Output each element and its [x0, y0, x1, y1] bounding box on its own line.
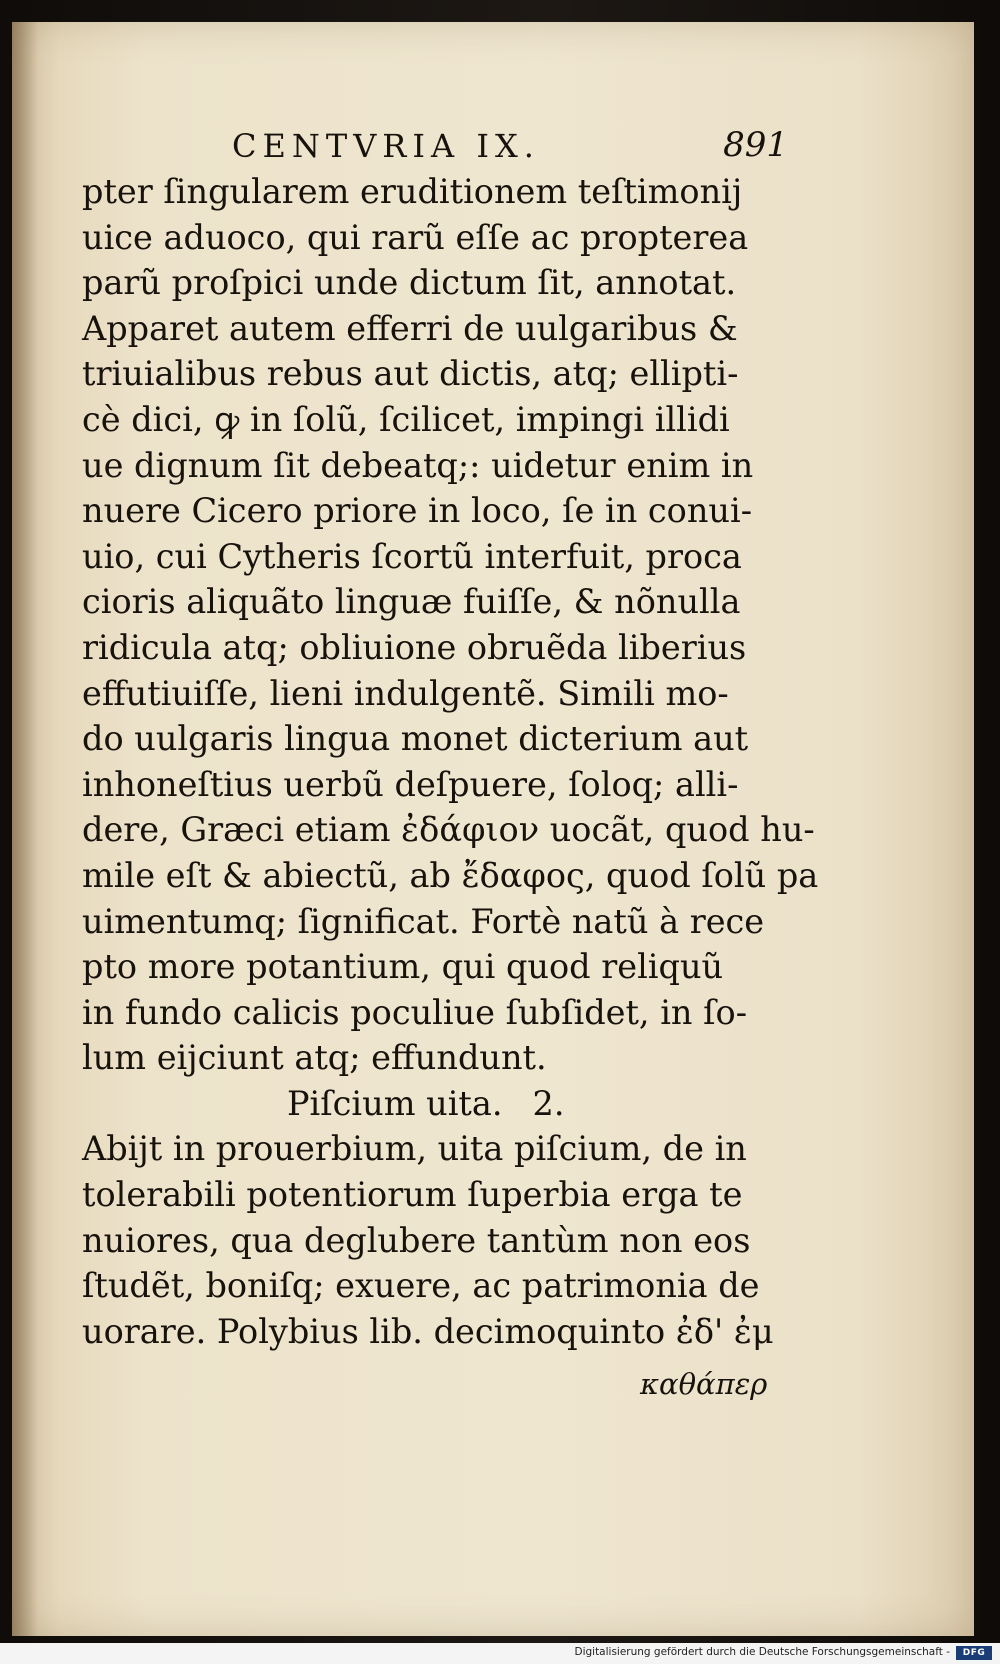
running-head	[82, 117, 788, 169]
text-line: do uulgaris lingua monet dicterium aut	[82, 719, 749, 759]
footer-credit-text: Digitalisierung gefördert durch die Deutsche Forschungsgemeinschaft -	[574, 1646, 950, 1658]
text-line: ue dignum ſit debeatq;: uidetur enim in	[82, 445, 754, 485]
text-line: cioris aliquãto linguæ fuiſſe, & nõnulla	[82, 582, 741, 622]
text-line: nuere Cicero priore in loco, ſe in conui-	[82, 491, 753, 531]
text-line: nuiores, qua deglubere tantùm non eos	[82, 1220, 751, 1260]
page-gutter-shadow	[12, 22, 38, 1636]
text-line: Apparet autem efferri de uulgaribus &	[82, 308, 738, 348]
text-line: mile eſt & abiectũ, ab ἔδαφος, quod ſolũ pa	[82, 855, 819, 895]
text-line: dere, Græci etiam ἐδάφιον uocãt, quod hu-	[82, 810, 815, 850]
catchword: καθάπερ	[640, 1367, 768, 1402]
section-heading	[82, 1081, 782, 1127]
text-line: ſtudẽt, boniſq; exuere, ac patrimonia de	[82, 1266, 760, 1306]
dfg-logo: DFG	[956, 1646, 992, 1660]
text-line: pto more potantium, qui quod reliquũ	[82, 947, 724, 987]
text-line: lum eijciunt atq; effundunt.	[82, 1038, 547, 1078]
digitization-footer	[0, 1643, 1000, 1664]
text-line: uorare. Polybius lib. decimoquinto ἐδ' ἐμ	[82, 1311, 774, 1351]
section-heading-number: 2.	[532, 1083, 565, 1123]
section-heading-title: Piſcium uita.	[287, 1083, 503, 1123]
text-line: uice aduoco, qui rarũ eſſe ac propterea	[82, 217, 749, 257]
text-line: in fundo calicis poculiue ſubſidet, in ſo-	[82, 992, 748, 1032]
text-line: tolerabili potentiorum ſuperbia erga te	[82, 1175, 743, 1215]
running-head-title: CENTVRIA IX.	[232, 127, 540, 165]
text-line: triuialibus rebus aut dictis, atq; ellipti-	[82, 354, 739, 394]
text-line: effutiuiſſe, lieni indulgentẽ. Simili mo-	[82, 673, 729, 713]
page-number: 891	[723, 125, 788, 165]
book-page	[12, 22, 974, 1636]
text-line: uimentumq; ſignificat. Fortè natũ à rece	[82, 901, 765, 941]
text-line: Abijt in prouerbium, uita piſcium, de in	[82, 1129, 747, 1169]
text-line: ridicula atq; obliuione obruẽda liberius	[82, 627, 747, 667]
text-line: uio, cui Cytheris ſcortũ interfuit, proca	[82, 536, 742, 576]
text-line: inhoneſtius uerbũ deſpuere, ſoloq; alli-	[82, 764, 739, 804]
text-line: pter ſingularem eruditionem teſtimonij	[82, 172, 743, 211]
text-line: cè dici, ꝙ in ſolũ, ſcilicet, impingi illidi	[82, 399, 730, 439]
text-block	[82, 117, 819, 1404]
text-line: parũ proſpici unde dictum ſit, annotat.	[82, 263, 737, 303]
